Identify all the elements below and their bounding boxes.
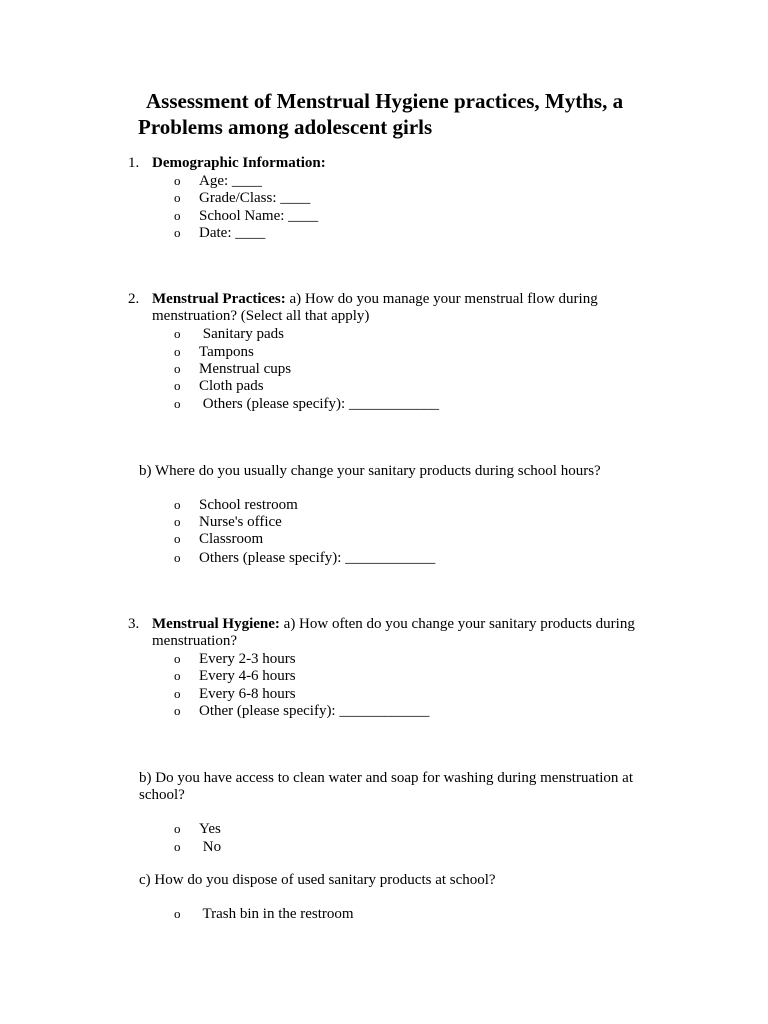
bullet-icon: o — [174, 361, 181, 376]
demographic-age: Age: ____ — [199, 173, 262, 189]
option-label: Tampons — [199, 344, 254, 360]
option-label: Trash bin in the restroom — [199, 906, 354, 922]
bullet-icon: o — [174, 344, 181, 359]
bullet-icon: o — [174, 396, 181, 411]
section-3-question-a — [152, 616, 635, 633]
list-item — [174, 325, 284, 343]
section-2-question-a — [152, 291, 598, 308]
bullet-icon: o — [174, 497, 181, 512]
list-item — [174, 224, 265, 242]
list-item — [174, 650, 296, 668]
section-2-question-a-cont: menstruation? (Select all that apply) — [152, 308, 370, 324]
section-3-question-c: c) How do you dispose of used sanitary products at school? — [139, 872, 496, 888]
section-3-question-a-cont: menstruation? — [152, 633, 237, 649]
option-label: Every 2-3 hours — [199, 651, 296, 667]
list-item — [174, 360, 291, 378]
section-3-question-b: b) Do you have access to clean water and soap for washing during menstruation at — [139, 770, 634, 786]
document-title — [138, 88, 758, 140]
bullet-icon: o — [174, 550, 181, 565]
option-label: Cloth pads — [199, 378, 264, 394]
title-line-2: Problems among adolescent girls — [138, 115, 433, 139]
list-item — [174, 702, 429, 720]
bullet-icon: o — [174, 821, 181, 836]
option-label: School restroom — [199, 497, 298, 513]
option-label: Sanitary pads — [199, 326, 284, 342]
list-item — [174, 172, 262, 190]
list-item — [174, 667, 296, 685]
demographic-date: Date: ____ — [199, 225, 266, 241]
option-label: Every 6-8 hours — [199, 686, 296, 702]
bullet-icon: o — [174, 531, 181, 546]
title-line-1: Assessment of Menstrual Hygiene practices, Myths, a — [146, 89, 624, 113]
option-label: Other (please specify): ____________ — [199, 703, 430, 719]
list-item — [174, 513, 282, 531]
list-item — [174, 905, 354, 923]
list-item — [174, 343, 254, 361]
list-item — [174, 530, 263, 548]
bullet-icon: o — [174, 703, 181, 718]
section-2-number: 2. — [128, 291, 140, 307]
list-item — [174, 207, 318, 225]
list-item — [174, 685, 296, 703]
question-text: a) How often do you change your sanitary products during — [283, 616, 635, 632]
option-label: No — [199, 839, 222, 855]
bullet-icon: o — [174, 906, 181, 921]
section-2-question-b: b) Where do you usually change your sanitary products during school hours? — [139, 463, 601, 479]
section-3-question-b-cont: school? — [139, 787, 185, 803]
demographic-grade: Grade/Class: ____ — [199, 190, 311, 206]
section-1-number: 1. — [128, 155, 140, 171]
bullet-icon: o — [174, 514, 181, 529]
bullet-icon: o — [174, 190, 181, 205]
list-item — [174, 395, 439, 413]
section-2-heading: Menstrual Practices: — [152, 291, 286, 307]
bullet-icon: o — [174, 651, 181, 666]
option-label: Menstrual cups — [199, 361, 292, 377]
list-item — [174, 189, 310, 207]
option-label: Every 4-6 hours — [199, 668, 296, 684]
option-label: Nurse's office — [199, 514, 282, 530]
list-item — [174, 377, 264, 395]
option-label: Others (please specify): ____________ — [199, 550, 436, 566]
list-item — [174, 820, 221, 838]
bullet-icon: o — [174, 839, 181, 854]
bullet-icon: o — [174, 208, 181, 223]
option-label: Classroom — [199, 531, 264, 547]
bullet-icon: o — [174, 326, 181, 341]
bullet-icon: o — [174, 225, 181, 240]
section-3-heading: Menstrual Hygiene: — [152, 616, 280, 632]
section-3-number: 3. — [128, 616, 140, 632]
demographic-school: School Name: ____ — [199, 208, 319, 224]
list-item — [174, 838, 221, 856]
bullet-icon: o — [174, 378, 181, 393]
question-text: a) How do you manage your menstrual flow during — [289, 291, 598, 307]
option-label: Others (please specify): ____________ — [199, 396, 439, 412]
bullet-icon: o — [174, 668, 181, 683]
bullet-icon: o — [174, 173, 181, 188]
section-1-heading: Demographic Information: — [152, 155, 326, 171]
list-item — [174, 496, 298, 514]
option-label: Yes — [199, 821, 221, 837]
bullet-icon: o — [174, 686, 181, 701]
list-item — [174, 549, 435, 567]
